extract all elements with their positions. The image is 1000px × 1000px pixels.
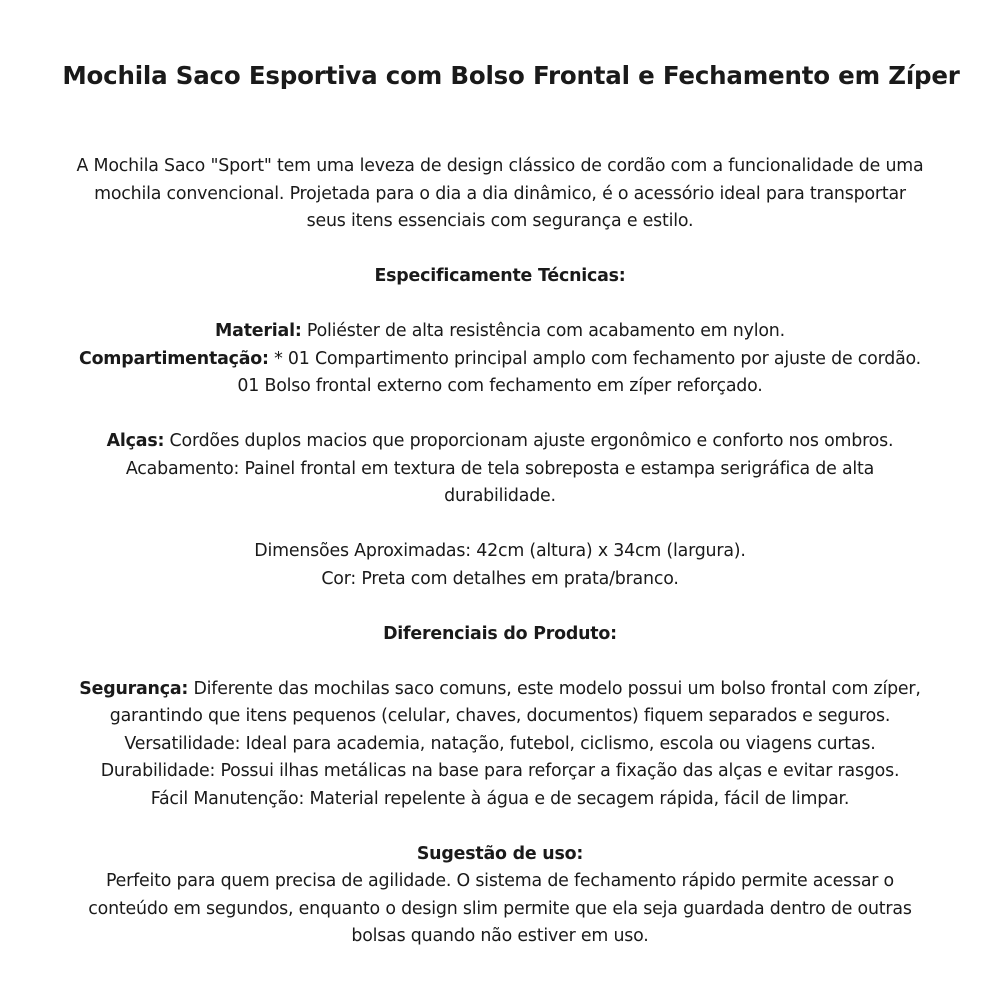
spec-value: * 01 Compartimento principal amplo com fechamento por ajuste de cordão. [268, 348, 921, 369]
page-title: Mochila Saco Esportiva com Bolso Frontal e Fechamento em Zíper [62, 61, 960, 91]
spec-compartment [10, 346, 990, 374]
spec-finish-line: durabilidade. [444, 486, 556, 506]
diff-value: Diferente das mochilas saco comuns, este modelo possui um bolso frontal com zíper, [188, 678, 921, 699]
spec-finish: Acabamento: Painel frontal em textura de tela sobreposta e estampa serigráfica de alta [125, 458, 875, 479]
spacer [10, 648, 990, 676]
specs-heading: Especificamente Técnicas: [374, 266, 626, 286]
spec-color: Cor: Preta com detalhes em prata/branco. [321, 568, 679, 589]
diff-label: Segurança: [79, 678, 189, 699]
spacer [10, 401, 990, 429]
spec-label: Alças: [106, 431, 165, 451]
spec-label: Compartimentação: [79, 348, 269, 369]
usage-line: conteúdo em segundos, enquanto o design slim permite que ela seja guardada dentro de outras [88, 898, 912, 919]
spec-material [10, 318, 990, 346]
spacer [10, 593, 990, 621]
usage-line: Perfeito para quem precisa de agilidade. O sistema de fechamento rápido permite acessar o [106, 871, 894, 891]
spacer [10, 511, 990, 539]
spec-label: Material: [215, 321, 302, 341]
differentials-heading: Diferenciais do Produto: [383, 623, 617, 644]
usage-line: bolsas quando não estiver em uso. [351, 926, 649, 946]
intro-line: A Mochila Saco "Sport" tem uma leveza de design clássico de cordão com a funcionalidade de uma [76, 156, 924, 176]
spec-value: Cordões duplos macios que proporcionam ajuste ergonômico e conforto nos ombros. [164, 431, 894, 451]
spacer [10, 236, 990, 264]
intro-line: seus itens essenciais com segurança e estilo. [306, 211, 694, 231]
usage-heading: Sugestão de uso: [416, 843, 584, 864]
diff-versatility: Versatilidade: Ideal para academia, natação, futebol, ciclismo, escola ou viagens curtas. [124, 733, 876, 754]
spec-compartment-line: 01 Bolso frontal externo com fechamento em zíper reforçado. [237, 376, 763, 396]
spec-straps [10, 428, 990, 456]
spacer [10, 813, 990, 841]
spacer [10, 291, 990, 319]
diff-maintenance: Fácil Manutenção: Material repelente à água e de secagem rápida, fácil de limpar. [150, 788, 850, 809]
product-description [10, 153, 990, 951]
diff-durability: Durabilidade: Possui ilhas metálicas na base para reforçar a fixação das alças e evitar rasgos. [100, 761, 900, 781]
diff-security-line: garantindo que itens pequenos (celular, chaves, documentos) fiquem separados e seguros. [109, 706, 891, 726]
diff-security [10, 676, 990, 704]
spec-value: Poliéster de alta resistência com acabamento em nylon. [301, 321, 785, 341]
intro-line: mochila convencional. Projetada para o dia a dia dinâmico, é o acessório ideal para transportar [94, 183, 906, 204]
spec-dimensions: Dimensões Aproximadas: 42cm (altura) x 34cm (largura). [254, 541, 746, 561]
